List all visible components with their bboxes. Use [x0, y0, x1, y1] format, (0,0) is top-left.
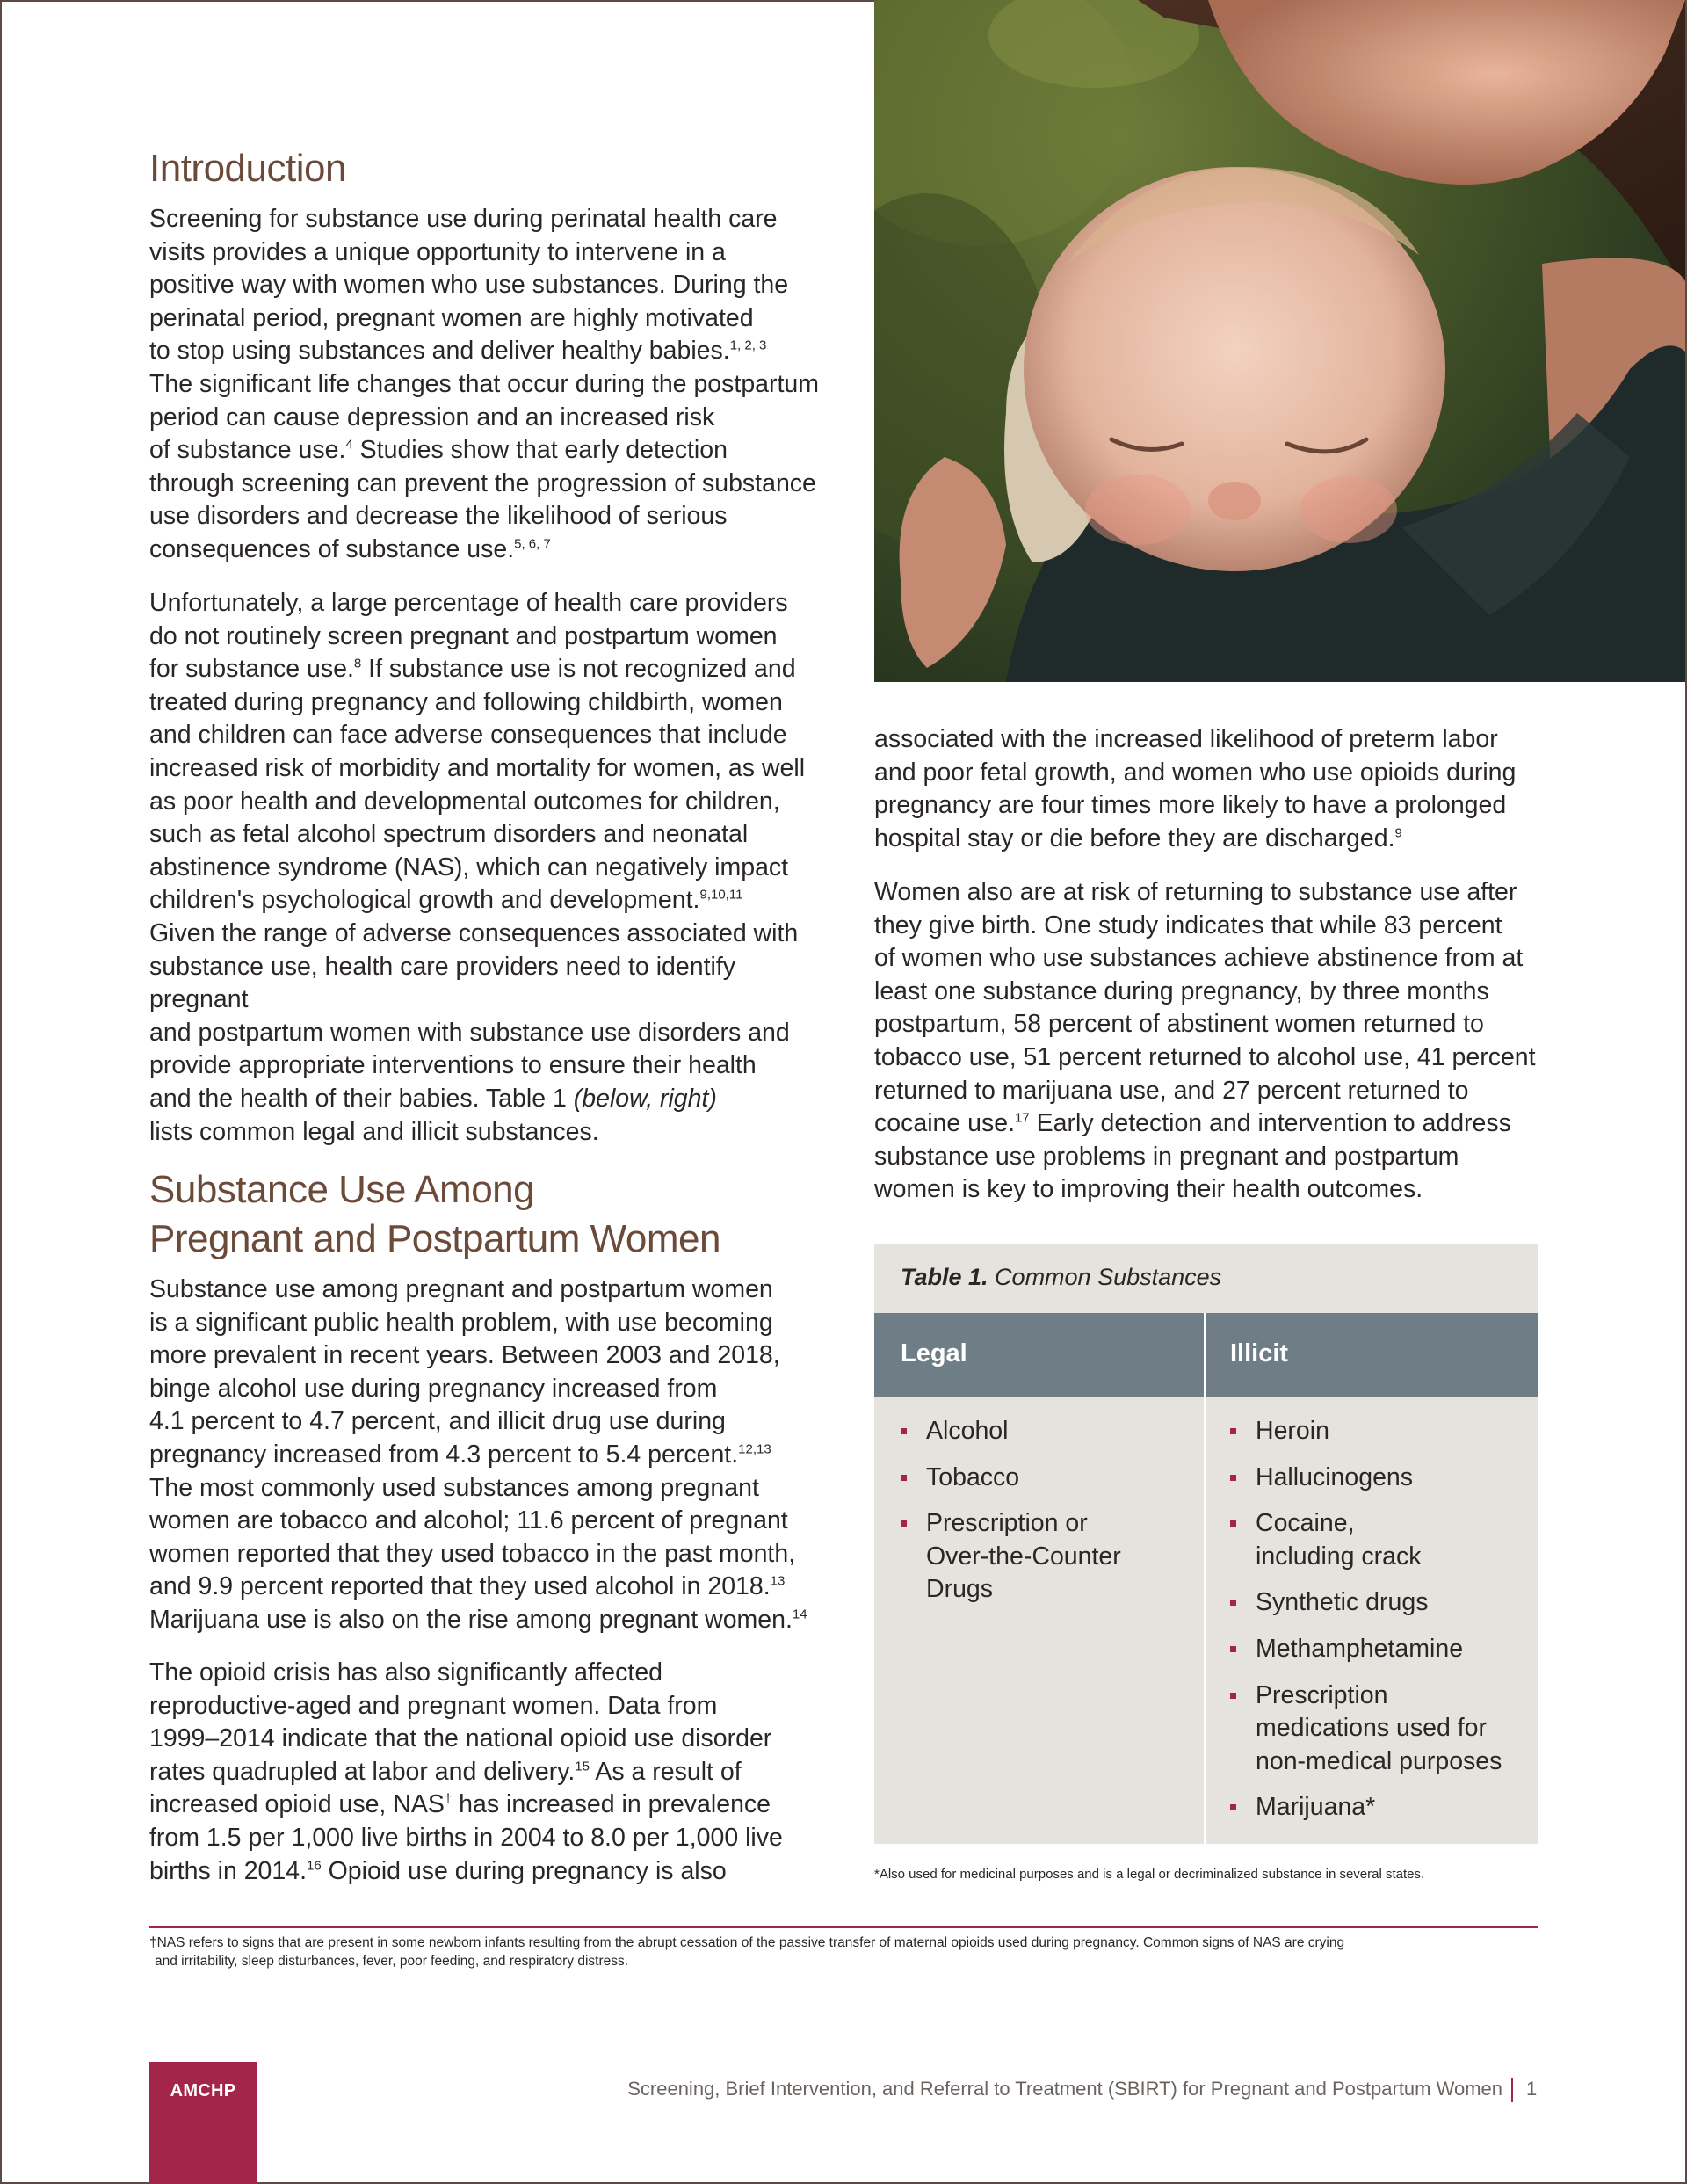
text-line: The significant life changes that occur during the postpartum [149, 369, 820, 398]
text-line: of substance use.$^4$ Studies show that early detection [149, 436, 728, 465]
table-list-item: Heroin [1230, 1415, 1529, 1448]
text-line: do not routinely screen pregnant and postpartum women [149, 621, 778, 650]
heading-substance-use: Substance Use Among Pregnant and Postpartum Women [149, 1168, 720, 1260]
table-footnote: *Also used for medicinal purposes and is a legal or decriminalized substance in several states. [874, 1867, 1425, 1882]
amchp-logo: AMCHP [149, 2062, 257, 2184]
italic-text: (below, right) [573, 1084, 717, 1113]
text-line: hospital stay or die before they are discharged.$^9$ [874, 824, 1402, 853]
illicit-substances-list [1230, 1415, 1529, 1838]
text-line: cocaine use.$^{17}$ Early detection and intervention to address [874, 1109, 1511, 1138]
text-line: visits provides a unique opportunity to intervene in a [149, 237, 726, 266]
text-line: Unfortunately, a large percentage of health care providers [149, 589, 788, 617]
text-line: pregnancy increased from 4.3 percent to 5.4 percent.$^{12,13}$ [149, 1440, 771, 1469]
text-line: and children can face adverse consequences that include [149, 721, 787, 750]
text-line: Substance use among pregnant and postpartum women [149, 1275, 773, 1303]
substance-paragraph-1 [149, 1273, 826, 1637]
text-line: rates quadrupled at labor and delivery.$^{15}$ As a result of [149, 1757, 742, 1786]
text-line: least one substance during pregnancy, by three months [874, 976, 1489, 1005]
text-line: abstinence syndrome (NAS), which can negatively impact [149, 853, 789, 882]
reference-superscript: 12,13 [738, 1441, 771, 1457]
table-caption: Table 1. Common Substances [901, 1264, 1222, 1290]
text-line: and postpartum women with substance use disorders and [149, 1018, 790, 1047]
text-line: tobacco use, 51 percent returned to alcohol use, 41 percent [874, 1042, 1536, 1071]
legal-substances-list [901, 1415, 1191, 1620]
table-list-item: Methamphetamine [1230, 1633, 1529, 1666]
text-line: Marijuana use is also on the rise among pregnant women.$^{14}$ [149, 1605, 807, 1634]
text-line: children's psychological growth and development.$^{9,10,11}$ [149, 886, 743, 915]
column-header-illicit: Illicit [1230, 1339, 1289, 1368]
reference-superscript: 9 [1394, 825, 1402, 841]
reference-superscript: 15 [575, 1759, 590, 1774]
dagger-superscript: † [444, 1791, 453, 1807]
text-line: binge alcohol use during pregnancy increased from [149, 1374, 718, 1403]
photo-mother-kissing-baby [874, 0, 1685, 682]
text-line: positive way with women who use substances. During the [149, 271, 789, 300]
table-list-item: Hallucinogens [1230, 1462, 1529, 1495]
reference-superscript: 5, 6, 7 [514, 536, 551, 552]
substance-paragraph-2 [149, 1657, 826, 1888]
text-line: such as fetal alcohol spectrum disorders and neonatal [149, 820, 749, 849]
nas-footnote [149, 1934, 1538, 1970]
text-line: consequences of substance use.$^{5, 6, 7}$ [149, 534, 551, 563]
text-line: The opioid crisis has also significantly affected [149, 1658, 663, 1687]
footnote-divider [149, 1926, 1538, 1928]
text-line: and poor fetal growth, and women who use opioids during [874, 758, 1517, 787]
text-line: of women who use substances achieve abstinence from at [874, 944, 1524, 973]
reference-superscript: 4 [345, 437, 353, 453]
text-line: increased opioid use, NAS† has increased in prevalence [149, 1790, 771, 1819]
table-common-substances [874, 1244, 1538, 1844]
text-line: lists common legal and illicit substances. [149, 1117, 599, 1146]
reference-superscript: 17 [1015, 1110, 1030, 1126]
footnote-line: and irritability, sleep disturbances, fever, poor feeding, and respiratory distress. [155, 1954, 629, 1969]
text-line: 1999–2014 indicate that the national opioid use disorder [149, 1724, 772, 1753]
text-line: increased risk of morbidity and mortality for women, as well [149, 753, 806, 782]
footer-document-title: Screening, Brief Intervention, and Referral to Treatment (SBIRT) for Pregnant and Postpartum Women [627, 2078, 1502, 2100]
text-line: more prevalent in recent years. Between 2003 and 2018, [149, 1341, 780, 1370]
text-line: period can cause depression and an increased risk [149, 403, 715, 432]
heading-introduction: Introduction [149, 147, 346, 190]
text-line: Given the range of adverse consequences associated with [149, 918, 799, 947]
reference-superscript: 1, 2, 3 [729, 337, 767, 353]
text-line: use disorders and decrease the likelihood of serious [149, 502, 728, 531]
text-line: to stop using substances and deliver healthy babies.$^{1, 2, 3}$ [149, 337, 767, 366]
text-line: as poor health and developmental outcomes for children, [149, 787, 780, 816]
text-line: and the health of their babies. Table 1 (below, right) [149, 1084, 717, 1113]
text-line: births in 2014.16 Opioid use during pregnancy is also [149, 1856, 727, 1885]
text-line: women is key to improving their health outcomes. [874, 1175, 1423, 1204]
text-line: women reported that they used tobacco in the past month, [149, 1539, 796, 1568]
table-list-item: Cocaine, including crack [1230, 1507, 1529, 1573]
table-list-item: Prescription medications used for non-medical purposes [1230, 1680, 1529, 1779]
text-line: for substance use.$^8$ If substance use is not recognized and [149, 655, 796, 684]
text-line: 4.1 percent to 4.7 percent, and illicit drug use during [149, 1407, 726, 1436]
column-header-legal: Legal [901, 1339, 967, 1368]
table-list-item: Marijuana* [1230, 1791, 1529, 1825]
text-line: treated during pregnancy and following childbirth, women [149, 687, 783, 716]
column-divider [1204, 1313, 1206, 1844]
table-list-item: Synthetic drugs [1230, 1586, 1529, 1620]
footnote-line: †NAS refers to signs that are present in some newborn infants resulting from the abrupt cessation of the passive transfer of maternal opioids used during pregnancy. Common signs of NAS are crying [149, 1935, 1345, 1950]
photo-illustration [874, 0, 1685, 682]
text-line: perinatal period, pregnant women are highly motivated [149, 303, 754, 332]
text-line: is a significant public health problem, with use becoming [149, 1308, 773, 1337]
reference-superscript: 8 [353, 656, 362, 671]
right-paragraph-1 [874, 723, 1551, 855]
text-line: substance use problems in pregnant and postpartum [874, 1142, 1459, 1171]
text-line: substance use, health care providers need to identify pregnant [149, 952, 735, 1014]
text-line: postpartum, 58 percent of abstinent women returned to [874, 1010, 1484, 1039]
reference-superscript: 14 [792, 1607, 807, 1622]
text-line: Women also are at risk of returning to substance use after [874, 878, 1517, 906]
text-line: they give birth. One study indicates that while 83 percent [874, 911, 1502, 940]
reference-superscript: 9,10,11 [699, 887, 743, 903]
text-line: pregnancy are four times more likely to have a prolonged [874, 791, 1507, 820]
intro-paragraph-2 [149, 587, 826, 1149]
table-list-item: Alcohol [901, 1415, 1191, 1448]
text-line: provide appropriate interventions to ensure their health [149, 1051, 757, 1080]
right-paragraph-2 [874, 876, 1551, 1207]
text-line: returned to marijuana use, and 27 percent returned to [874, 1076, 1469, 1105]
intro-paragraph-1 [149, 203, 826, 567]
text-line: associated with the increased likelihood of preterm labor [874, 725, 1498, 753]
text-line: through screening can prevent the progression of substance [149, 468, 816, 497]
table-list-item: Prescription or Over-the-Counter Drugs [901, 1507, 1191, 1607]
footer-separator [1511, 2078, 1513, 2102]
text-line: women are tobacco and alcohol; 11.6 percent of pregnant [149, 1506, 788, 1535]
reference-superscript: 13 [770, 1573, 786, 1589]
reference-superscript: 16 [307, 1858, 322, 1874]
page-number: 1 [1526, 2078, 1538, 2100]
text-line: Screening for substance use during perinatal health care [149, 205, 778, 233]
text-line: and 9.9 percent reported that they used alcohol in 2018.13 [149, 1572, 786, 1601]
text-line: from 1.5 per 1,000 live births in 2004 to 8.0 per 1,000 live [149, 1823, 783, 1852]
text-line: The most commonly used substances among pregnant [149, 1473, 759, 1502]
text-line: reproductive-aged and pregnant women. Data from [149, 1691, 718, 1720]
table-list-item: Tobacco [901, 1462, 1191, 1495]
